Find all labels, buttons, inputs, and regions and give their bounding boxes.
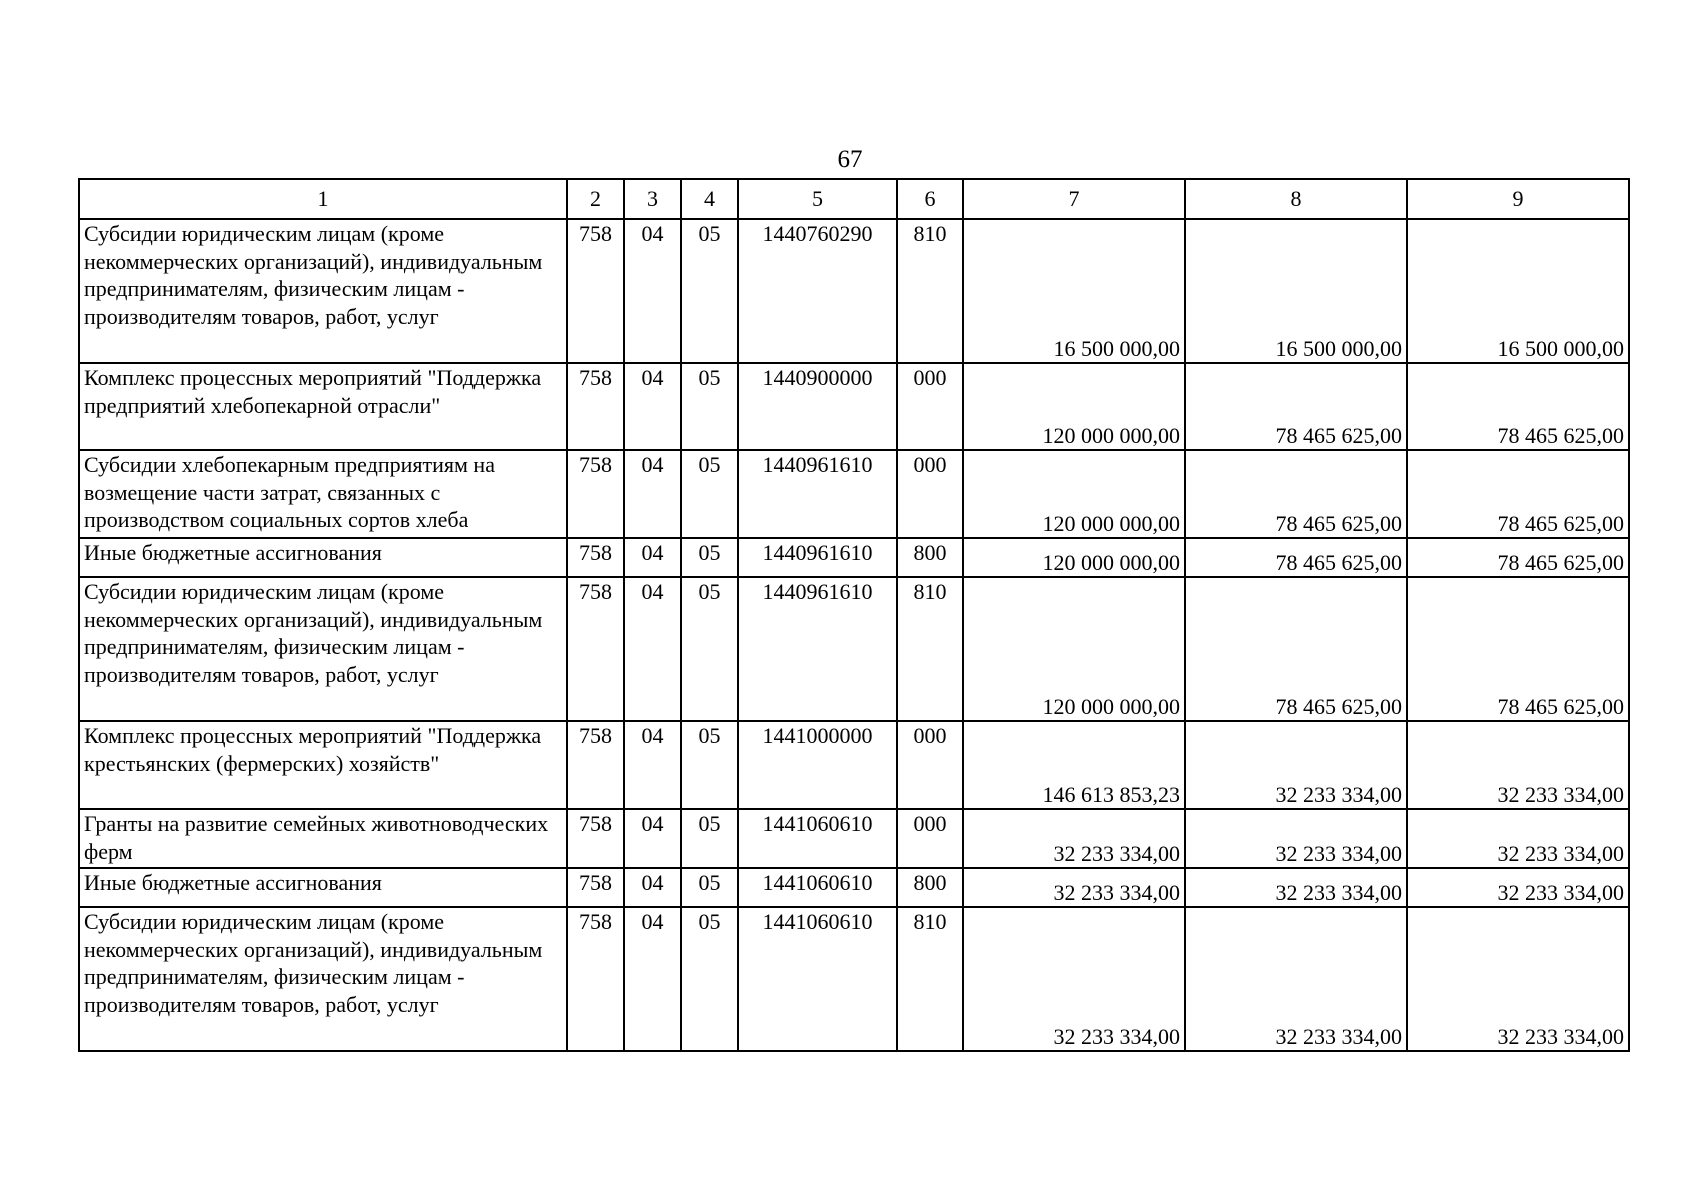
cell-amount-col9: 32 233 334,00 [1407, 868, 1629, 907]
cell-amount-col7: 120 000 000,00 [963, 363, 1185, 450]
row-name: Комплекс процессных мероприятий "Поддержка крестьянских (фермерских) хозяйств" [79, 721, 567, 809]
cell-amount-col7: 146 613 853,23 [963, 721, 1185, 809]
cell-admin-code: 758 [567, 450, 624, 538]
table-row [79, 809, 1629, 868]
cell-target-article: 1440961610 [738, 577, 897, 721]
cell-target-article: 1440961610 [738, 538, 897, 577]
cell-subsection: 05 [681, 450, 738, 538]
cell-target-article: 1441060610 [738, 868, 897, 907]
cell-admin-code: 758 [567, 868, 624, 907]
cell-amount-col9: 32 233 334,00 [1407, 721, 1629, 809]
cell-target-article: 1440900000 [738, 363, 897, 450]
cell-amount-col8: 78 465 625,00 [1185, 363, 1407, 450]
cell-amount-col7: 32 233 334,00 [963, 868, 1185, 907]
cell-section: 04 [624, 538, 681, 577]
cell-expense-type: 000 [897, 363, 963, 450]
cell-amount-col8: 32 233 334,00 [1185, 907, 1407, 1051]
table-row [79, 907, 1629, 1051]
cell-expense-type: 800 [897, 868, 963, 907]
cell-expense-type: 810 [897, 219, 963, 363]
cell-section: 04 [624, 868, 681, 907]
cell-admin-code: 758 [567, 721, 624, 809]
cell-target-article: 1441000000 [738, 721, 897, 809]
cell-amount-col7: 32 233 334,00 [963, 907, 1185, 1051]
cell-amount-col8: 78 465 625,00 [1185, 538, 1407, 577]
cell-target-article: 1441060610 [738, 809, 897, 868]
row-name: Субсидии юридическим лицам (кроме некоммерческих организаций), индивидуальным предпринимателям, физическим лицам - производителям товаров, работ, услуг [79, 219, 567, 363]
cell-amount-col9: 78 465 625,00 [1407, 363, 1629, 450]
cell-section: 04 [624, 721, 681, 809]
cell-expense-type: 000 [897, 450, 963, 538]
cell-amount-col8: 78 465 625,00 [1185, 577, 1407, 721]
cell-amount-col7: 16 500 000,00 [963, 219, 1185, 363]
cell-target-article: 1441060610 [738, 907, 897, 1051]
cell-section: 04 [624, 450, 681, 538]
column-header: 1 [79, 179, 567, 219]
row-name: Иные бюджетные ассигнования [79, 868, 567, 907]
column-header: 3 [624, 179, 681, 219]
table-row [79, 868, 1629, 907]
cell-amount-col8: 78 465 625,00 [1185, 450, 1407, 538]
cell-section: 04 [624, 363, 681, 450]
cell-subsection: 05 [681, 577, 738, 721]
cell-subsection: 05 [681, 538, 738, 577]
cell-amount-col7: 120 000 000,00 [963, 577, 1185, 721]
cell-admin-code: 758 [567, 538, 624, 577]
budget-table [78, 178, 1630, 1052]
column-header: 4 [681, 179, 738, 219]
cell-subsection: 05 [681, 868, 738, 907]
cell-amount-col8: 32 233 334,00 [1185, 721, 1407, 809]
page-number: 67 [837, 146, 863, 173]
cell-amount-col9: 32 233 334,00 [1407, 809, 1629, 868]
row-name: Иные бюджетные ассигнования [79, 538, 567, 577]
cell-amount-col9: 78 465 625,00 [1407, 450, 1629, 538]
cell-amount-col7: 120 000 000,00 [963, 538, 1185, 577]
cell-admin-code: 758 [567, 907, 624, 1051]
column-header: 5 [738, 179, 897, 219]
cell-amount-col7: 32 233 334,00 [963, 809, 1185, 868]
column-header: 2 [567, 179, 624, 219]
cell-amount-col8: 16 500 000,00 [1185, 219, 1407, 363]
cell-admin-code: 758 [567, 577, 624, 721]
column-header: 8 [1185, 179, 1407, 219]
cell-amount-col7: 120 000 000,00 [963, 450, 1185, 538]
column-header: 6 [897, 179, 963, 219]
row-name: Комплекс процессных мероприятий "Поддержка предприятий хлебопекарной отрасли" [79, 363, 567, 450]
cell-subsection: 05 [681, 721, 738, 809]
table-row [79, 219, 1629, 363]
cell-target-article: 1440961610 [738, 450, 897, 538]
cell-expense-type: 810 [897, 577, 963, 721]
table-row [79, 577, 1629, 721]
cell-amount-col9: 78 465 625,00 [1407, 538, 1629, 577]
column-header: 7 [963, 179, 1185, 219]
header-row [79, 179, 1629, 219]
cell-amount-col9: 78 465 625,00 [1407, 577, 1629, 721]
table-row [79, 538, 1629, 577]
cell-section: 04 [624, 907, 681, 1051]
cell-section: 04 [624, 809, 681, 868]
cell-section: 04 [624, 577, 681, 721]
row-name: Субсидии юридическим лицам (кроме некоммерческих организаций), индивидуальным предпринимателям, физическим лицам - производителям товаров, работ, услуг [79, 577, 567, 721]
cell-admin-code: 758 [567, 809, 624, 868]
cell-admin-code: 758 [567, 219, 624, 363]
row-name: Субсидии хлебопекарным предприятиям на возмещение части затрат, связанных с производством социальных сортов хлеба [79, 450, 567, 538]
cell-section: 04 [624, 219, 681, 363]
table-row [79, 363, 1629, 450]
cell-expense-type: 000 [897, 809, 963, 868]
cell-expense-type: 810 [897, 907, 963, 1051]
cell-subsection: 05 [681, 907, 738, 1051]
row-name: Субсидии юридическим лицам (кроме некоммерческих организаций), индивидуальным предпринимателям, физическим лицам - производителям товаров, работ, услуг [79, 907, 567, 1051]
table-row [79, 721, 1629, 809]
table-row [79, 450, 1629, 538]
cell-admin-code: 758 [567, 363, 624, 450]
cell-amount-col9: 32 233 334,00 [1407, 907, 1629, 1051]
cell-subsection: 05 [681, 809, 738, 868]
cell-amount-col9: 16 500 000,00 [1407, 219, 1629, 363]
cell-amount-col8: 32 233 334,00 [1185, 809, 1407, 868]
cell-target-article: 1440760290 [738, 219, 897, 363]
cell-subsection: 05 [681, 219, 738, 363]
column-header: 9 [1407, 179, 1629, 219]
row-name: Гранты на развитие семейных животноводческих ферм [79, 809, 567, 868]
cell-expense-type: 800 [897, 538, 963, 577]
cell-amount-col8: 32 233 334,00 [1185, 868, 1407, 907]
cell-expense-type: 000 [897, 721, 963, 809]
cell-subsection: 05 [681, 363, 738, 450]
